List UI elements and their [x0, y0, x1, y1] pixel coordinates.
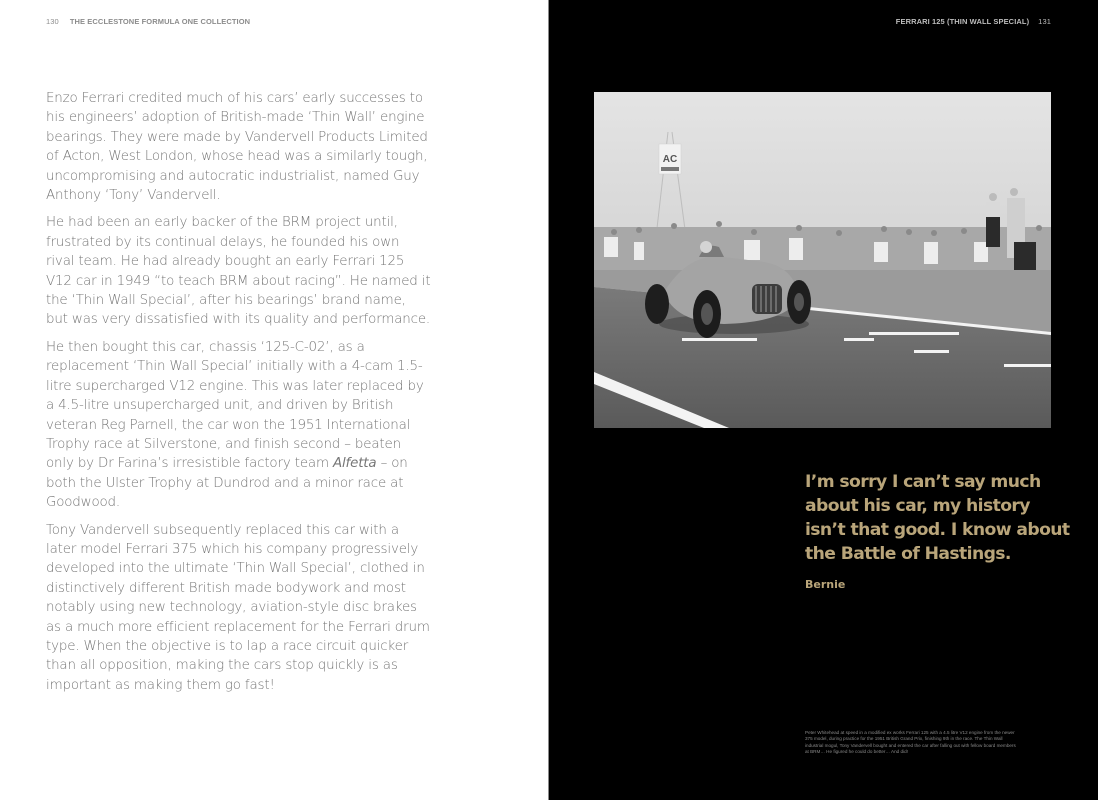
- italic-term: Alfetta: [332, 456, 377, 472]
- racing-car-photo: [594, 92, 1051, 428]
- paragraph: [46, 338, 431, 513]
- chapter-title: FERRARI 125 (THIN WALL SPECIAL): [895, 17, 1030, 26]
- paragraph: Tony Vandervell subsequently replaced this car with a later model Ferrari 375 which his company progressively developed into the ultimate ‘Thin Wall Special’, clothed in distinctively different British made bodywork and most notably using new technology, aviation-style disc brakes as a much more efficient replacement for the Ferrari drum type. When the objective is to lap a race circuit quicker than all opposition, making the cars stop quickly is as important as making them go fast!: [46, 522, 430, 693]
- pull-quote-block: [805, 470, 1075, 591]
- pull-quote: I’m sorry I can’t say much about his car, my history isn’t that good. I know about the Battle of Hastings.: [805, 472, 1070, 564]
- quote-attribution: Bernie: [805, 578, 846, 591]
- body-text: [46, 89, 431, 703]
- photo-caption: Peter Whitehead at speed in a modified ex works Ferrari 125 with a 4.5 litre V12 engine from the newer 375 model, during practice for the 1951 British Grand Prix, finishing 9th in the race. The Thin Wall industrial mogul, Tony Vandervell bought and entered the car after falling out with fellow board members at BRM… He figured he could do better… And did!: [805, 729, 1016, 755]
- left-page: [0, 0, 548, 800]
- photo-illustration: [594, 92, 1051, 428]
- page-number-right: 131: [1038, 17, 1051, 26]
- paragraph: Enzo Ferrari credited much of his cars’ early successes to his engineers’ adoption of British-made ‘Thin Wall’ engine bearings. They were made by Vandervell Products Limited of Acton, West London, whose head was a similarly tough, uncompromising and autocratic industrialist, named Guy Anthony ‘Tony’ Vandervell.: [46, 91, 428, 204]
- running-head-left: [46, 17, 250, 26]
- running-head-right: [896, 17, 1051, 26]
- page-number-left: 130: [46, 17, 59, 26]
- paragraph-text: – on both the Ulster Trophy at Dundrod and a minor race at Goodwood.: [46, 456, 408, 511]
- paragraph-text: He then bought this car, chassis ‘125-C-02’, as a replacement ‘Thin Wall Special’ initially with a 4-cam 1.5-litre supercharged V12 engine. This was later replaced by a 4.5-litre unsupercharged unit, and driven by British veteran Reg Parnell, the car won the 1951 International Trophy race at Silverstone, and finish second – beaten only by Dr Farina’s irresistible factory team: [46, 339, 424, 472]
- book-title: THE ECCLESTONE FORMULA ONE COLLECTION: [69, 17, 251, 26]
- paragraph: He had been an early backer of the BRM project until, frustrated by its continual delays, he founded his own rival team. He had already bought an early Ferrari 125 V12 car in 1949 “to teach BRM about racing”. He named it the ‘Thin Wall Special’, after his bearings’ brand name, but was very dissatisfied with its quality and performance.: [46, 215, 431, 328]
- sign-text: AC: [662, 154, 678, 165]
